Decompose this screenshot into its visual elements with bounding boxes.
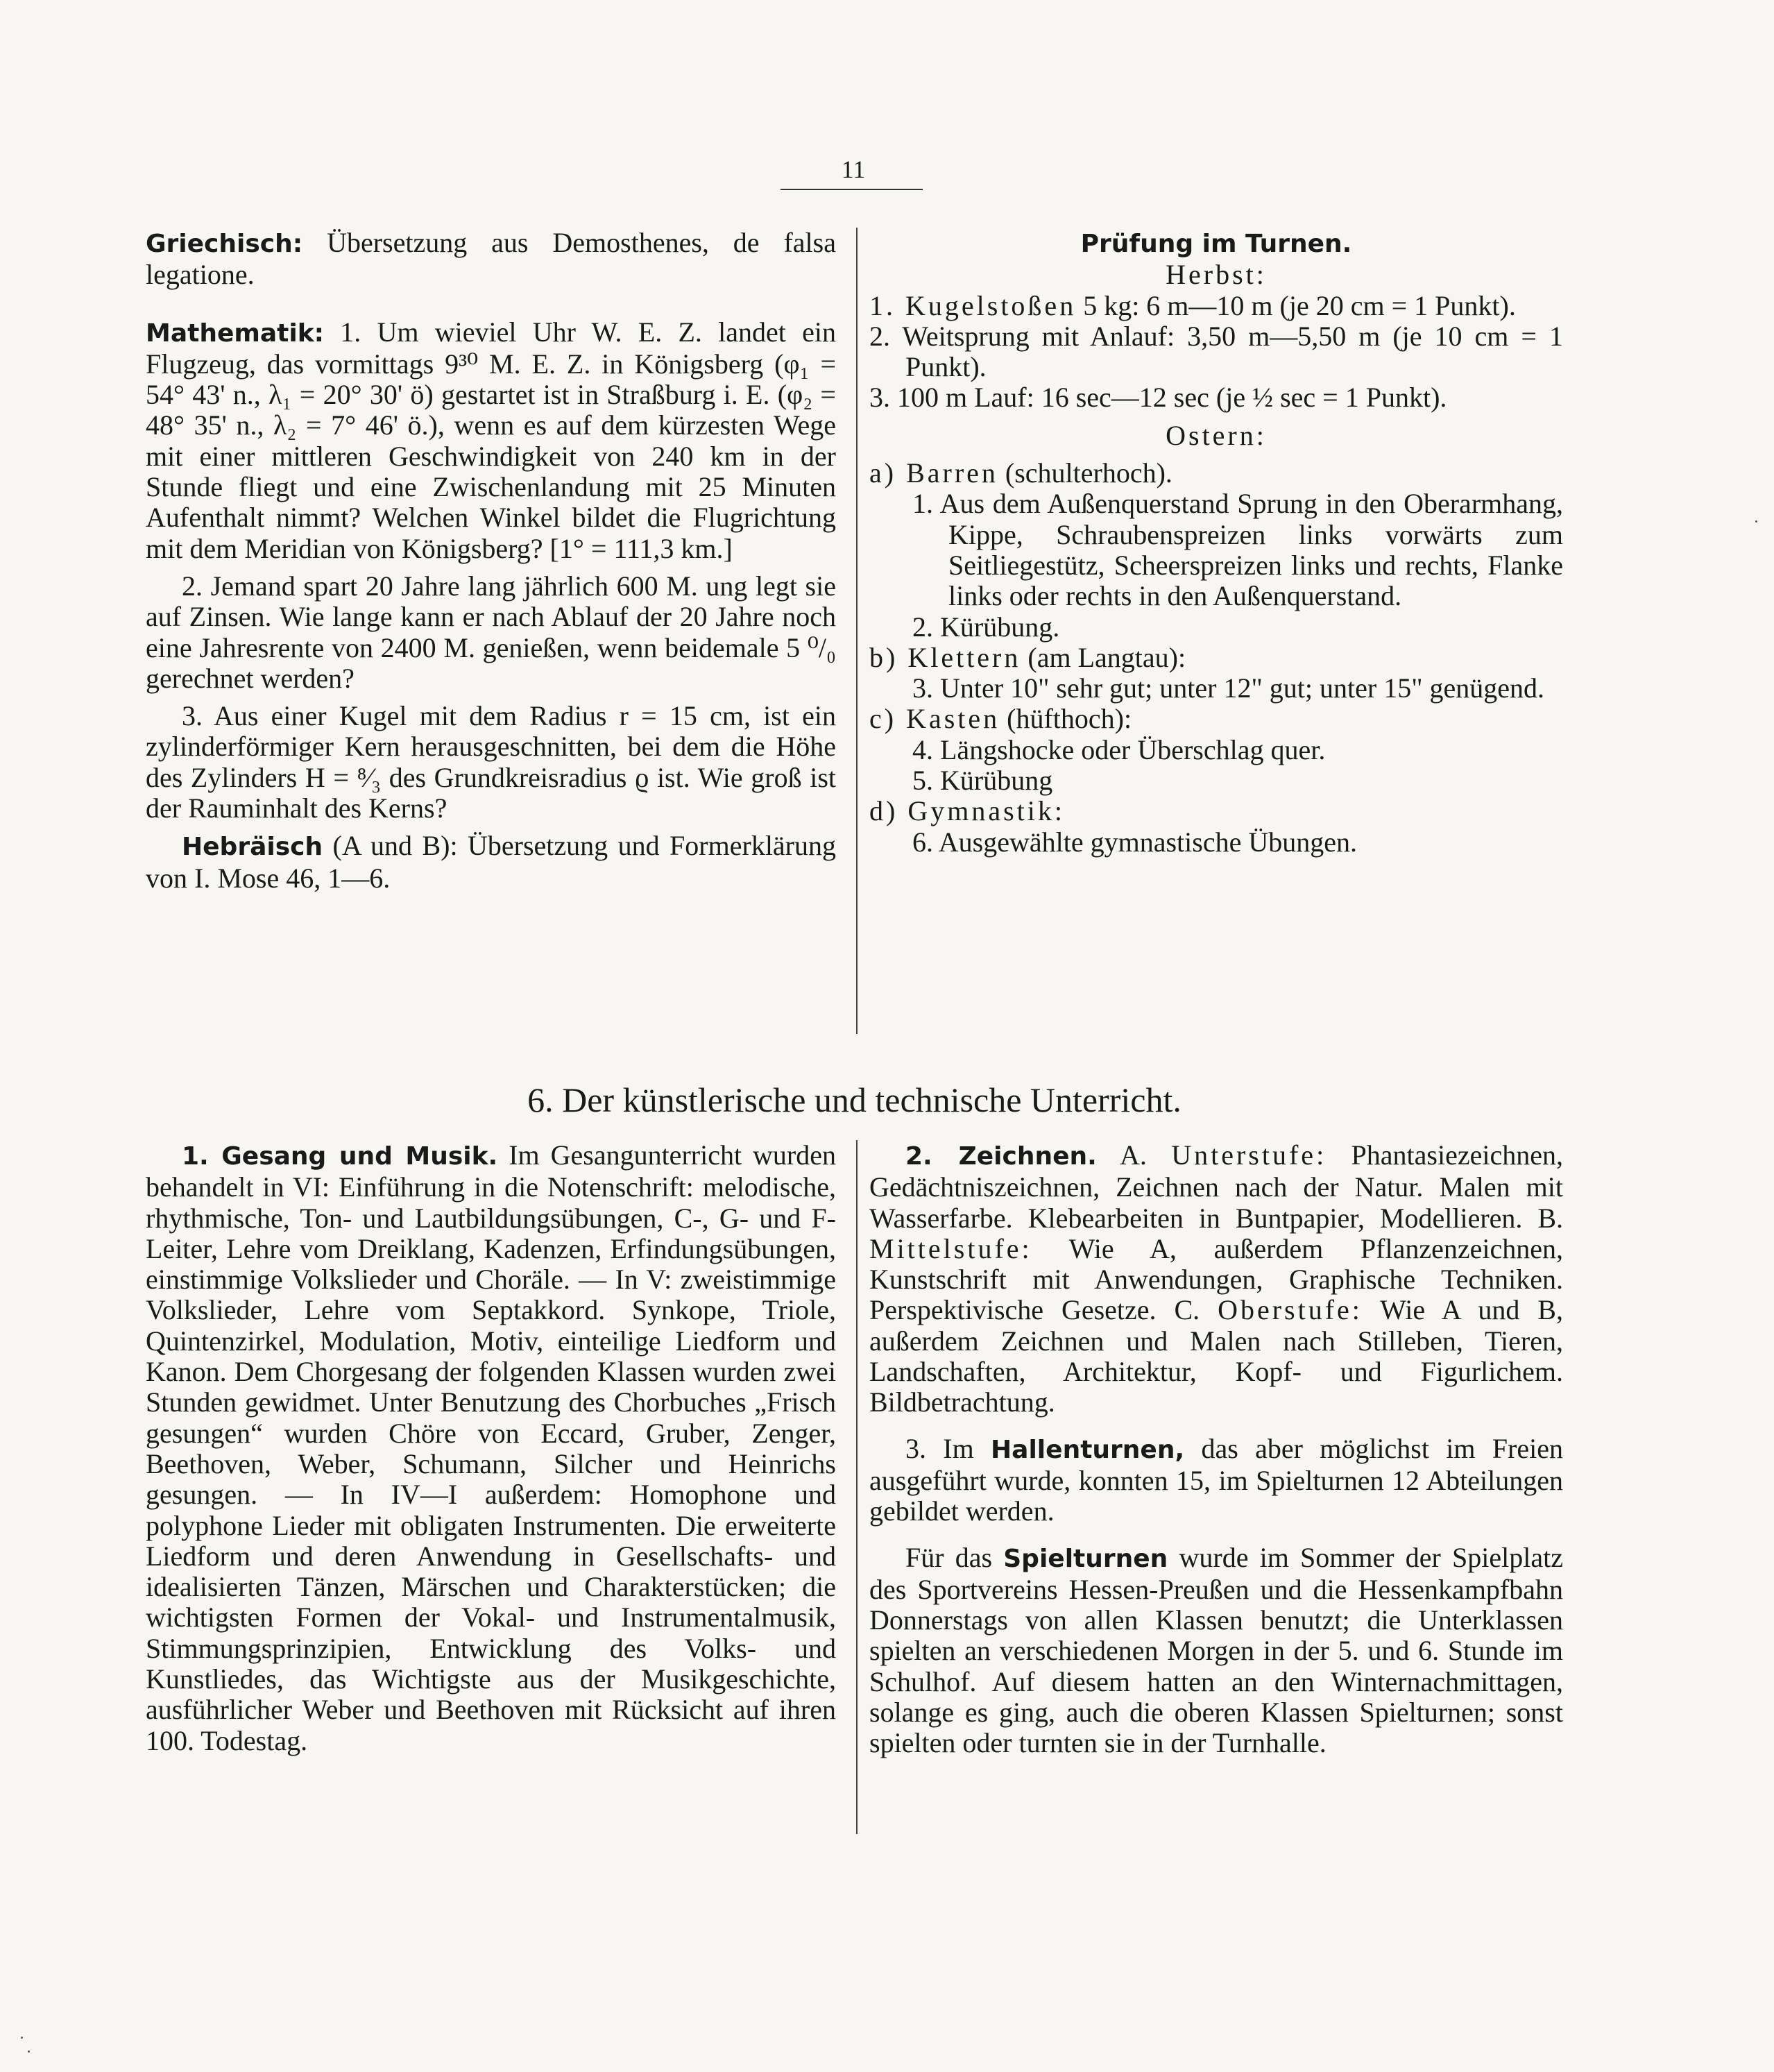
herbst-item-1: 1. Kugelstoßen 5 kg: 6 m—10 m (je 20 cm = 1 Punkt). bbox=[869, 289, 1516, 321]
section-heading: 6. Der künstlerische und technische Unterricht. bbox=[527, 1080, 1182, 1119]
music-paragraph bbox=[146, 1140, 836, 1756]
scan-speck bbox=[21, 2037, 23, 2039]
ostern-d-6: 6. Ausgewählte gymnastische Übungen. bbox=[912, 826, 1357, 858]
ostern-a-1: 1. Aus dem Außenquerstand Sprung in den Oberarmhang, Kippe, Schraubenspreizen links vorwärts zum Seitliegestütz, Scheerspreizen links und rechts, Flanke links oder rechts in den Außenquerstand. bbox=[912, 488, 1563, 612]
ostern-b-3: 3. Unter 10" sehr gut; unter 12" gut; unter 15" genügend. bbox=[912, 672, 1545, 704]
ostern-heading: Ostern: bbox=[1166, 419, 1267, 451]
greek-paragraph bbox=[146, 228, 836, 291]
greek-heading: Griechisch: bbox=[146, 230, 303, 258]
left-lower-column bbox=[146, 1140, 836, 1756]
herbst-item-2: 2. Weitsprung mit Anlauf: 3,50 m—5,50 m (je 10 cm = 1 Punkt). bbox=[869, 320, 1564, 383]
hallenturnen-paragraph: 3. Im Hallenturnen, das aber möglichst im Freien ausgeführt wurde, konnten 15, im Spielturnen 12 Abteilungen gebildet werden. bbox=[869, 1432, 1563, 1527]
right-upper-column bbox=[869, 228, 1563, 858]
spielturnen-heading: Spielturnen bbox=[1003, 1544, 1168, 1573]
ostern-c-5: 5. Kürübung bbox=[912, 765, 1053, 797]
scan-speck bbox=[28, 2050, 30, 2053]
scan-speck bbox=[1755, 520, 1757, 523]
math-task-1: 1. Um wieviel Uhr W. E. Z. landet ein Flugzeug, das vormittags 9³⁰ M. E. Z. in Königsberg (φ₁ = 54° 43' n., λ₁ = 20° 30' ö) gestartet ist in Straßburg i. E. (φ₂ = 48° 35' n., λ₂ = 7° 46' ö.), wenn es auf dem kürzesten Wege mit einer mittleren Geschwindigkeit von 240 km in der Stunde fliegt und eine Zwischenlandung mit 25 Minuten Aufenthalt nimmt? Welchen Winkel bildet die Flugrichtung mit dem Meridian von Königsberg? [1° = 111,3 km.] bbox=[146, 316, 836, 564]
ostern-d: d) Gymnastik: bbox=[869, 795, 1065, 827]
left-upper-column bbox=[146, 228, 836, 894]
hebrew-text: (A und B): Übersetzung und Formerklärung von I. Mose 46, 1—6. bbox=[146, 830, 836, 894]
column-divider-bottom bbox=[856, 1140, 858, 1834]
greek-text: Übersetzung aus Demosthenes, de falsa legatione. bbox=[146, 227, 836, 291]
ostern-c-4: 4. Längshocke oder Überschlag quer. bbox=[912, 733, 1326, 765]
hebrew-paragraph bbox=[146, 831, 836, 894]
math-task-2: 2. Jemand spart 20 Jahre lang jährlich 600 M. ung legt sie auf Zinsen. Wie lange kann er nach Ablauf der 20 Jahre noch eine Jahresrente von 2400 M. genießen, wenn beidemale 5 ⁰/₀ gerechnet werden? bbox=[146, 570, 836, 694]
drawing-heading: 2. Zeichnen. bbox=[905, 1142, 1097, 1171]
math-task-3: 3. Aus einer Kugel mit dem Radius r = 15 cm, ist ein zylinderförmiger Kern herausgeschnitten, bei dem die Höhe des Zylinders H = ⁸⁄₃ des Grundkreisradius ϱ ist. Wie groß ist der Rauminhalt des Kerns? bbox=[146, 700, 836, 824]
turnen-title: Prüfung im Turnen. bbox=[1080, 230, 1352, 258]
ostern-b: b) Klettern (am Langtau): bbox=[869, 641, 1186, 673]
page-number: 11 bbox=[841, 155, 866, 183]
page-number-rule bbox=[781, 189, 923, 190]
music-heading: 1. Gesang und Musik. bbox=[182, 1142, 498, 1171]
drawing-paragraph: 2. Zeichnen. A. Unterstufe: Phantasiezeichnen, Gedächtniszeichnen, Zeichnen nach der Natur. Malen mit Wasserfarbe. Klebearbeiten in Buntpapier, Modellieren. B. Mittelstufe: Wie A, außerdem Pflanzenzeichnen, Kunstschrift mit Anwendungen, Graphische Techniken. Perspektivische Gesetze. C. Oberstufe: Wie A und B, außerdem Zeichnen und Malen nach Stilleben, Tieren, Landschaften, Architektur, Kopf- und Figurlichem. Bildbetrachtung. bbox=[869, 1139, 1563, 1418]
hebrew-heading: Hebräisch bbox=[182, 833, 323, 862]
math-paragraph bbox=[146, 317, 836, 564]
music-text: Im Gesangunterricht wurden behandelt in VI: Einführung in die Notenschrift: melodische, rhythmische, Ton- und Lautbildungsübungen, C-, G- und F-Leiter, Lehre vom Dreiklang, Kadenzen, Erfindungsübungen, einstimmige Volkslieder und Choräle. — In V: zweistimmige Volkslieder, Lehre vom Septakkord. Synkope, Triole, Quintenzirkel, Modulation, Motiv, einteilige Liedform und Kanon. Dem Chorgesang der folgenden Klassen wurden zwei Stunden gewidmet. Unter Benutzung des Chorbuches „Frisch gesungen“ wurden Chöre von Eccard, Gruber, Zenger, Beethoven, Weber, Schumann, Silcher und Heinrichs gesungen. — In IV—I außerdem: Homophone und polyphone Lieder mit obligaten Instrumenten. Die erweiterte Liedform und deren Anwendung in Gesellschafts- und idealisierten Tänzen, Märschen und Charakterstücken; die wichtigsten Formen der Vokal- und Instrumentalmusik, Stimmungsprinzipien, Entwicklung des Volks- und Kunstliedes, das Wichtigste aus der Musikgeschichte, ausführlicher Weber und Beethoven mit Rücksicht auf ihren 100. Todestag. bbox=[146, 1139, 837, 1756]
ostern-c: c) Kasten (hüfthoch): bbox=[869, 703, 1132, 735]
column-divider-top bbox=[856, 228, 858, 1034]
right-lower-column bbox=[869, 1140, 1563, 1759]
hallenturnen-heading: Hallenturnen, bbox=[991, 1435, 1185, 1464]
herbst-item-3: 3. 100 m Lauf: 16 sec—12 sec (je ½ sec = 1 Punkt). bbox=[869, 382, 1447, 414]
math-heading: Mathematik: bbox=[146, 319, 325, 348]
ostern-a-2: 2. Kürübung. bbox=[912, 611, 1060, 643]
spielturnen-paragraph: Für das Spielturnen wurde im Sommer der Spielplatz des Sportvereins Hessen-Preußen und die Hessenkampfbahn Donnerstags von allen Klassen benutzt; die Unterklassen spielten an verschiedenen Morgen in der 5. und 6. Stunde im Schulhof. Auf diesem hatten an den Winternachmittagen, solange es ging, auch die oberen Klassen Spielturnen; sonst spielten oder turnten sie in der Turnhalle. bbox=[869, 1541, 1563, 1759]
ostern-a: a) Barren (schulterhoch). bbox=[869, 457, 1172, 489]
herbst-heading: Herbst: bbox=[1166, 259, 1267, 291]
